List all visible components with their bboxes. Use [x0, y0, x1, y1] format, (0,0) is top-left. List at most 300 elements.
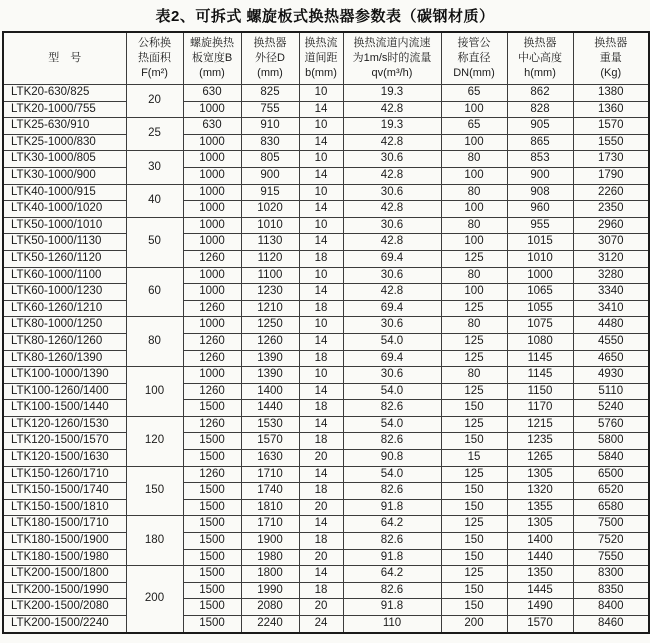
model-cell: LTK200-1500/2240: [3, 616, 126, 633]
model-cell: LTK50-1000/1010: [3, 217, 126, 234]
outer-diameter-cell: 1020: [241, 201, 299, 218]
channel-spacing-cell: 14: [299, 101, 343, 118]
center-height-cell: 1170: [507, 400, 573, 417]
weight-cell: 1360: [573, 101, 649, 118]
center-height-cell: 908: [507, 184, 573, 201]
outer-diameter-cell: 900: [241, 167, 299, 184]
dn-cell: 80: [441, 367, 507, 384]
model-cell: LTK180-1500/1900: [3, 533, 126, 550]
model-cell: LTK100-1000/1390: [3, 367, 126, 384]
flow-rate-cell: 30.6: [343, 367, 441, 384]
channel-spacing-cell: 20: [299, 450, 343, 467]
plate-width-cell: 1260: [183, 350, 241, 367]
weight-cell: 8460: [573, 616, 649, 633]
table-row: [3, 450, 649, 467]
header-line: 换热流道内流速: [353, 37, 431, 49]
channel-spacing-cell: 10: [299, 267, 343, 284]
outer-diameter-cell: 1530: [241, 416, 299, 433]
center-height-cell: 1265: [507, 450, 573, 467]
channel-spacing-cell: 20: [299, 499, 343, 516]
flow-rate-cell: 82.6: [343, 400, 441, 417]
weight-cell: 2350: [573, 201, 649, 218]
model-cell: LTK120-1260/1530: [3, 416, 126, 433]
center-height-cell: 1055: [507, 300, 573, 317]
outer-diameter-cell: 915: [241, 184, 299, 201]
channel-spacing-cell: 10: [299, 217, 343, 234]
model-cell: LTK150-1500/1810: [3, 499, 126, 516]
outer-diameter-cell: 1710: [241, 516, 299, 533]
header-line: 中心高度: [518, 52, 562, 64]
dn-cell: 100: [441, 101, 507, 118]
outer-diameter-cell: 1400: [241, 383, 299, 400]
center-height-cell: 1400: [507, 533, 573, 550]
column-header-dn: [441, 32, 507, 85]
flow-rate-cell: 64.2: [343, 516, 441, 533]
model-cell: LTK80-1260/1260: [3, 333, 126, 350]
channel-spacing-cell: 18: [299, 582, 343, 599]
weight-cell: 3410: [573, 300, 649, 317]
dn-cell: 150: [441, 400, 507, 417]
channel-spacing-cell: 14: [299, 416, 343, 433]
flow-rate-cell: 30.6: [343, 217, 441, 234]
outer-diameter-cell: 1390: [241, 367, 299, 384]
model-cell: LTK30-1000/805: [3, 151, 126, 168]
weight-cell: 5110: [573, 383, 649, 400]
channel-spacing-cell: 14: [299, 234, 343, 251]
weight-cell: 6520: [573, 483, 649, 500]
flow-rate-cell: 54.0: [343, 383, 441, 400]
header-row: [3, 32, 649, 85]
header-line: b(mm): [305, 67, 337, 79]
center-height-cell: 955: [507, 217, 573, 234]
center-height-cell: 1150: [507, 383, 573, 400]
column-header-weight: [573, 32, 649, 85]
table-row: [3, 350, 649, 367]
model-cell: LTK180-1500/1710: [3, 516, 126, 533]
dn-cell: 100: [441, 134, 507, 151]
dn-cell: 100: [441, 201, 507, 218]
dn-cell: 100: [441, 234, 507, 251]
center-height-cell: 1065: [507, 284, 573, 301]
dn-cell: 150: [441, 499, 507, 516]
flow-rate-cell: 82.6: [343, 533, 441, 550]
model-cell: LTK50-1260/1120: [3, 250, 126, 267]
plate-width-cell: 1000: [183, 317, 241, 334]
outer-diameter-cell: 1010: [241, 217, 299, 234]
model-cell: LTK200-1500/2080: [3, 599, 126, 616]
flow-rate-cell: 54.0: [343, 416, 441, 433]
table-row: [3, 85, 649, 102]
plate-width-cell: 1260: [183, 416, 241, 433]
column-header-flow-rate: [343, 32, 441, 85]
header-line: 换热器: [253, 37, 287, 49]
column-header-model: [3, 32, 126, 85]
flow-rate-cell: 30.6: [343, 267, 441, 284]
weight-cell: 1730: [573, 151, 649, 168]
area-cell: 120: [126, 416, 183, 466]
outer-diameter-cell: 1120: [241, 250, 299, 267]
model-cell: LTK80-1260/1390: [3, 350, 126, 367]
center-height-cell: 1235: [507, 433, 573, 450]
outer-diameter-cell: 1210: [241, 300, 299, 317]
outer-diameter-cell: 830: [241, 134, 299, 151]
table-row: [3, 599, 649, 616]
weight-cell: 8300: [573, 566, 649, 583]
plate-width-cell: 1000: [183, 234, 241, 251]
weight-cell: 4480: [573, 317, 649, 334]
dn-cell: 125: [441, 566, 507, 583]
weight-cell: 5800: [573, 433, 649, 450]
plate-width-cell: 1000: [183, 267, 241, 284]
model-cell: LTK150-1500/1740: [3, 483, 126, 500]
channel-spacing-cell: 10: [299, 85, 343, 102]
model-cell: LTK100-1500/1440: [3, 400, 126, 417]
plate-width-cell: 1500: [183, 400, 241, 417]
weight-cell: 8400: [573, 599, 649, 616]
dn-cell: 65: [441, 85, 507, 102]
weight-cell: 3120: [573, 250, 649, 267]
flow-rate-cell: 82.6: [343, 483, 441, 500]
plate-width-cell: 1500: [183, 599, 241, 616]
weight-cell: 5760: [573, 416, 649, 433]
plate-width-cell: 1500: [183, 499, 241, 516]
flow-rate-cell: 19.3: [343, 118, 441, 135]
dn-cell: 65: [441, 118, 507, 135]
dn-cell: 80: [441, 151, 507, 168]
table-row: [3, 151, 649, 168]
header-line: (mm): [257, 67, 283, 79]
outer-diameter-cell: 2080: [241, 599, 299, 616]
plate-width-cell: 1000: [183, 167, 241, 184]
header-line: h(mm): [524, 67, 556, 79]
plate-width-cell: 1000: [183, 217, 241, 234]
header-line: 接管公: [457, 37, 491, 49]
header-line: DN(mm): [453, 67, 495, 79]
flow-rate-cell: 82.6: [343, 582, 441, 599]
plate-width-cell: 1260: [183, 300, 241, 317]
plate-width-cell: 1000: [183, 151, 241, 168]
flow-rate-cell: 42.8: [343, 134, 441, 151]
outer-diameter-cell: 910: [241, 118, 299, 135]
weight-cell: 5240: [573, 400, 649, 417]
outer-diameter-cell: 1990: [241, 582, 299, 599]
header-line: 为1m/s时的流量: [352, 52, 432, 64]
plate-width-cell: 1500: [183, 566, 241, 583]
outer-diameter-cell: 1710: [241, 466, 299, 483]
header-line: 螺旋换热: [190, 37, 234, 49]
channel-spacing-cell: 14: [299, 516, 343, 533]
flow-rate-cell: 69.4: [343, 250, 441, 267]
center-height-cell: 1305: [507, 516, 573, 533]
plate-width-cell: 630: [183, 85, 241, 102]
dn-cell: 125: [441, 383, 507, 400]
center-height-cell: 1015: [507, 234, 573, 251]
table-row: [3, 466, 649, 483]
table-row: [3, 184, 649, 201]
header-line: (Kg): [600, 67, 622, 79]
channel-spacing-cell: 14: [299, 167, 343, 184]
channel-spacing-cell: 20: [299, 549, 343, 566]
plate-width-cell: 1000: [183, 184, 241, 201]
channel-spacing-cell: 18: [299, 533, 343, 550]
center-height-cell: 1320: [507, 483, 573, 500]
dn-cell: 80: [441, 184, 507, 201]
center-height-cell: 1350: [507, 566, 573, 583]
weight-cell: 2260: [573, 184, 649, 201]
flow-rate-cell: 110: [343, 616, 441, 633]
table-row: [3, 483, 649, 500]
outer-diameter-cell: 825: [241, 85, 299, 102]
dn-cell: 200: [441, 616, 507, 633]
area-cell: 200: [126, 566, 183, 633]
weight-cell: 7550: [573, 549, 649, 566]
plate-width-cell: 1260: [183, 250, 241, 267]
flow-rate-cell: 42.8: [343, 101, 441, 118]
weight-cell: 4550: [573, 333, 649, 350]
table-row: [3, 433, 649, 450]
model-cell: LTK180-1500/1980: [3, 549, 126, 566]
header-line: 道间距: [304, 52, 338, 64]
model-cell: LTK100-1260/1400: [3, 383, 126, 400]
dn-cell: 80: [441, 317, 507, 334]
table-row: [3, 549, 649, 566]
channel-spacing-cell: 18: [299, 483, 343, 500]
area-cell: 60: [126, 267, 183, 317]
header-line: 换热器: [523, 37, 557, 49]
area-cell: 50: [126, 217, 183, 267]
plate-width-cell: 1500: [183, 533, 241, 550]
plate-width-cell: 1500: [183, 516, 241, 533]
plate-width-cell: 1260: [183, 333, 241, 350]
weight-cell: 1380: [573, 85, 649, 102]
weight-cell: 1550: [573, 134, 649, 151]
plate-width-cell: 1000: [183, 134, 241, 151]
weight-cell: 1570: [573, 118, 649, 135]
flow-rate-cell: 30.6: [343, 151, 441, 168]
table-row: [3, 516, 649, 533]
area-cell: 180: [126, 516, 183, 566]
outer-diameter-cell: 1900: [241, 533, 299, 550]
flow-rate-cell: 54.0: [343, 333, 441, 350]
model-cell: LTK20-1000/755: [3, 101, 126, 118]
plate-width-cell: 1260: [183, 383, 241, 400]
channel-spacing-cell: 10: [299, 151, 343, 168]
outer-diameter-cell: 805: [241, 151, 299, 168]
channel-spacing-cell: 18: [299, 250, 343, 267]
flow-rate-cell: 42.8: [343, 201, 441, 218]
dn-cell: 125: [441, 416, 507, 433]
flow-rate-cell: 19.3: [343, 85, 441, 102]
plate-width-cell: 1500: [183, 433, 241, 450]
table-row: [3, 167, 649, 184]
channel-spacing-cell: 24: [299, 616, 343, 633]
channel-spacing-cell: 10: [299, 317, 343, 334]
center-height-cell: 1445: [507, 582, 573, 599]
table-row: [3, 201, 649, 218]
weight-cell: 2960: [573, 217, 649, 234]
flow-rate-cell: 42.8: [343, 234, 441, 251]
header-line: 型 号: [48, 52, 82, 64]
plate-width-cell: 1500: [183, 549, 241, 566]
channel-spacing-cell: 14: [299, 333, 343, 350]
model-cell: LTK20-630/825: [3, 85, 126, 102]
table-row: [3, 118, 649, 135]
channel-spacing-cell: 18: [299, 400, 343, 417]
weight-cell: 7500: [573, 516, 649, 533]
outer-diameter-cell: 1570: [241, 433, 299, 450]
table-row: [3, 499, 649, 516]
weight-cell: 4650: [573, 350, 649, 367]
center-height-cell: 1215: [507, 416, 573, 433]
channel-spacing-cell: 10: [299, 118, 343, 135]
outer-diameter-cell: 1630: [241, 450, 299, 467]
model-cell: LTK120-1500/1630: [3, 450, 126, 467]
flow-rate-cell: 69.4: [343, 350, 441, 367]
dn-cell: 80: [441, 267, 507, 284]
dn-cell: 80: [441, 217, 507, 234]
table-row: [3, 317, 649, 334]
model-cell: LTK25-1000/830: [3, 134, 126, 151]
dn-cell: 150: [441, 549, 507, 566]
dn-cell: 125: [441, 516, 507, 533]
center-height-cell: 905: [507, 118, 573, 135]
outer-diameter-cell: 1260: [241, 333, 299, 350]
model-cell: LTK60-1260/1210: [3, 300, 126, 317]
table-row: [3, 134, 649, 151]
center-height-cell: 853: [507, 151, 573, 168]
dn-cell: 125: [441, 466, 507, 483]
center-height-cell: 1305: [507, 466, 573, 483]
plate-width-cell: 1500: [183, 483, 241, 500]
channel-spacing-cell: 10: [299, 184, 343, 201]
table-row: [3, 267, 649, 284]
header-line: 板宽度B: [191, 52, 233, 64]
weight-cell: 4930: [573, 367, 649, 384]
weight-cell: 1790: [573, 167, 649, 184]
weight-cell: 7520: [573, 533, 649, 550]
table-row: [3, 234, 649, 251]
channel-spacing-cell: 14: [299, 201, 343, 218]
center-height-cell: 1080: [507, 333, 573, 350]
plate-width-cell: 1260: [183, 466, 241, 483]
center-height-cell: 1145: [507, 350, 573, 367]
outer-diameter-cell: 1740: [241, 483, 299, 500]
outer-diameter-cell: 1390: [241, 350, 299, 367]
flow-rate-cell: 54.0: [343, 466, 441, 483]
model-cell: LTK50-1000/1130: [3, 234, 126, 251]
center-height-cell: 828: [507, 101, 573, 118]
center-height-cell: 1010: [507, 250, 573, 267]
table-row: [3, 582, 649, 599]
flow-rate-cell: 30.6: [343, 184, 441, 201]
dn-cell: 125: [441, 333, 507, 350]
table-row: [3, 367, 649, 384]
header-line: (mm): [199, 67, 225, 79]
center-height-cell: 1145: [507, 367, 573, 384]
parameters-table: [2, 31, 650, 634]
area-cell: 150: [126, 466, 183, 516]
weight-cell: 3340: [573, 284, 649, 301]
area-cell: 100: [126, 367, 183, 417]
dn-cell: 125: [441, 300, 507, 317]
header-line: qv(m³/h): [371, 67, 413, 79]
column-header-center-height: [507, 32, 573, 85]
table-row: [3, 250, 649, 267]
channel-spacing-cell: 18: [299, 350, 343, 367]
area-cell: 30: [126, 151, 183, 184]
center-height-cell: 1075: [507, 317, 573, 334]
channel-spacing-cell: 18: [299, 433, 343, 450]
table-row: [3, 284, 649, 301]
model-cell: LTK120-1500/1570: [3, 433, 126, 450]
center-height-cell: 865: [507, 134, 573, 151]
header-line: 换热器: [594, 37, 628, 49]
flow-rate-cell: 90.8: [343, 450, 441, 467]
header-line: 重量: [599, 52, 622, 64]
table-row: [3, 416, 649, 433]
header-line: 换热流: [304, 37, 338, 49]
weight-cell: 6580: [573, 499, 649, 516]
flow-rate-cell: 82.6: [343, 433, 441, 450]
weight-cell: 3280: [573, 267, 649, 284]
center-height-cell: 1440: [507, 549, 573, 566]
header-line: 热面积: [138, 52, 171, 64]
flow-rate-cell: 91.8: [343, 499, 441, 516]
table-row: [3, 400, 649, 417]
area-cell: 80: [126, 317, 183, 367]
column-header-outer-diameter: [241, 32, 299, 85]
header-line: 公称换: [138, 37, 171, 49]
table-row: [3, 566, 649, 583]
table-row: [3, 533, 649, 550]
outer-diameter-cell: 1130: [241, 234, 299, 251]
channel-spacing-cell: 14: [299, 466, 343, 483]
table-row: [3, 217, 649, 234]
channel-spacing-cell: 14: [299, 134, 343, 151]
model-cell: LTK60-1000/1230: [3, 284, 126, 301]
outer-diameter-cell: 1980: [241, 549, 299, 566]
outer-diameter-cell: 2240: [241, 616, 299, 633]
table-row: [3, 333, 649, 350]
table-title: 表2、可拆式 螺旋板式换热器参数表（碳钢材质）: [155, 8, 495, 25]
outer-diameter-cell: 1800: [241, 566, 299, 583]
outer-diameter-cell: 1100: [241, 267, 299, 284]
weight-cell: 8350: [573, 582, 649, 599]
dn-cell: 150: [441, 433, 507, 450]
plate-width-cell: 630: [183, 118, 241, 135]
flow-rate-cell: 91.8: [343, 549, 441, 566]
weight-cell: 5840: [573, 450, 649, 467]
model-cell: LTK60-1000/1100: [3, 267, 126, 284]
flow-rate-cell: 91.8: [343, 599, 441, 616]
channel-spacing-cell: 14: [299, 284, 343, 301]
center-height-cell: 1355: [507, 499, 573, 516]
outer-diameter-cell: 1230: [241, 284, 299, 301]
header-line: 外径D: [255, 52, 285, 64]
area-cell: 40: [126, 184, 183, 217]
model-cell: LTK40-1000/915: [3, 184, 126, 201]
model-cell: LTK80-1000/1250: [3, 317, 126, 334]
center-height-cell: 862: [507, 85, 573, 102]
dn-cell: 125: [441, 350, 507, 367]
weight-cell: 3070: [573, 234, 649, 251]
dn-cell: 150: [441, 483, 507, 500]
model-cell: LTK40-1000/1020: [3, 201, 126, 218]
channel-spacing-cell: 14: [299, 566, 343, 583]
flow-rate-cell: 42.8: [343, 167, 441, 184]
plate-width-cell: 1000: [183, 101, 241, 118]
weight-cell: 6500: [573, 466, 649, 483]
